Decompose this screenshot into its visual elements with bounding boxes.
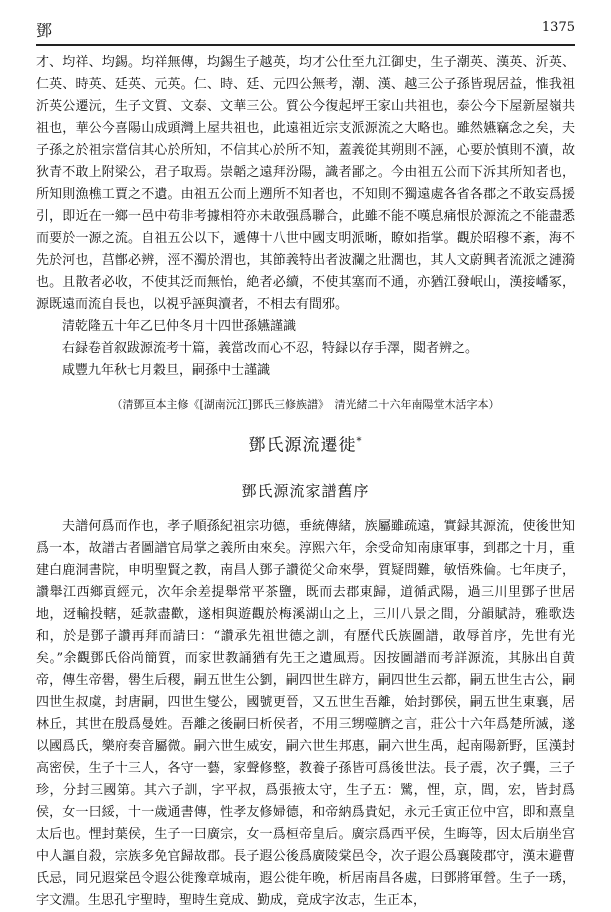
subsection-title: 鄧氏源流家譜舊序 — [241, 481, 370, 500]
header-rule — [36, 44, 575, 46]
section-title-text: 鄧氏源流遷徙 — [248, 435, 357, 456]
page-number: 1375 — [541, 20, 575, 35]
signature-line-2: 右録卷首叙跋源流考十篇，義當改而心不忍，特録以存手澤，閲者辨之。 — [62, 341, 479, 356]
signature-line-3: 咸豐九年秋七月穀旦，嗣孫中士謹識 — [62, 363, 271, 378]
running-header — [36, 18, 575, 40]
page-content — [36, 52, 575, 912]
preface-paragraph: 夫譜何爲而作也，孝子順孫紀祖宗功德，垂統傳緒，族屬雖疏遠，實録其源流，使後世知爲一本，故譜古者圖譜官局掌之義所由來矣。淳熙六年，余受命知南康軍事，到郡之十月，重建白鹿洞書院，申明聖賢之教，南昌人鄧子讚從父命來學，質疑問難，敏悟殊倫。七年庚子，讚舉江西鄉貢經元，次年余差提舉常平茶鹽，既而去郡東歸，道循武陽，過三川里鄧子世居地，迓輸投轄，延款盡歡，遂相與遊觀於梅溪湖山之上，三川八景之間，分韻賦詩，雅歌迭和，於是鄧子讚再拜而請曰：“讚承先祖世德之訓，有歷代氏族圖譜，敢辱首序，先世有光矣。”余觀鄧氏俗尚簡質，而家世教誦猶有先王之遺風焉。因按圖譜而考詳源流，其脉出自黄帝，傳生帝嚳，嚳生后稷，嗣五世生公劉，嗣四世生辟方，嗣四世生云都，嗣五世生古公，嗣四世生叔虞，封唐嗣，四世生燮公，國號更晉，又五世生吾離，始封鄧侯，嗣五世生東襄，居林丘，其世在殷爲曼姓。吾離之後嗣曰析侯者，不用三甥噬臍之言，莊公十六年爲楚所滅，遂以國爲氏，樂府奏音屬微。嗣六世生威安，嗣六世生邦惠，嗣六世生禹，起南陽新野，匡漢封高密侯，生子十三人，各守一藝，家聲修整，教養子孫皆可爲後世法。長子震，次子龔，三子珍，分封三國第。其六子訓，字平叔，爲張掖太守，生子五：騭，悝，京，閭，宏，皆封爲侯，女一曰綏，十一歲通書傳，性孝友修婦德，和帝納爲貴妃，永元壬寅正位中宫，即和熹皇太后也。悝封葉侯，生子一曰廣宗，女一爲桓帝皇后。廣宗爲西平侯，生晦等，因太后崩坐宫中人謳自殺，宗族多免官歸故郡。長子遐公後爲廣陵棠邑令，次子遐公爲襄陵郡守，漢末避曹氏忌，同兄遐棠邑令遐公徙豫章城南，遐公徙年晚，析居南昌各處，曰鄧將軍營。生子一琇，字文淵。生思孔宇聖時，聖時生竟成、勤成，竟成字汝志，生正本， — [36, 518, 575, 908]
source-citation: （清鄧亘本主修《[湖南沅江]鄧氏三修族譜》 清光緒二十六年南陽堂木活字本） — [111, 398, 500, 411]
body-paragraph: 才、均祥、均錫。均祥無傳，均錫生子越英，均才公仕至九江御史，生子潮英、漢英、沂英、仁英、時英、廷英、元英。仁、時、廷、元四公無考，潮、漢、越三公子孫皆現居益，惟我祖沂英公遷沅，生子文質、文泰、文華三公。質公今復起坪王家山共祖也，泰公今下屋新屋嶺共祖也，華公今喜陽山成頭灣上屋共祖也，此遠祖近宗支派源流之大略也。雖然嬿竊念之矣，夫子孫之於祖宗當信其心於所知，不信其心於所不知，蓋義從其朔則不誣，心要於慎則不瀆，故狄青不敢上附梁公，君子取焉。崇韜之遠拜汾陽，識者鄙之。今由祖五公而下泝其所知者也，所知則漁樵工賈之不遺。由祖五公而上遡所不知者也，不知則不獨遠處各省各郡之不敢妄爲援引，即近在一鄉一邑中苟非考據相符亦未敢强爲聯合，此雖不能不嘆息痛恨於源流之不能盡悉而要於一源之流。自祖五公以下，遞傳十八世中國支明派晰，瞭如指掌。觀於昭穆不紊，海不先於河也，莒鄫必辨，涇不濁於渭也，其節義特出者波瀾之壯濶也，其人文蔚興者流派之漣漪也。且散者必收，不使其泛而無怡，絶者必續，不使其塞而不通，亦猶江發岷山，漢接嶓冢，源既遠而流自長也，以視乎誣與瀆者，不相去有間邪。 — [36, 55, 575, 312]
header-title: 鄧 — [36, 21, 53, 40]
section-title — [36, 428, 575, 460]
signature-line-1: 清乾隆五十年乙巳仲冬月十四世孫嬿謹識 — [62, 319, 297, 334]
footnote-marker: * — [356, 436, 363, 447]
